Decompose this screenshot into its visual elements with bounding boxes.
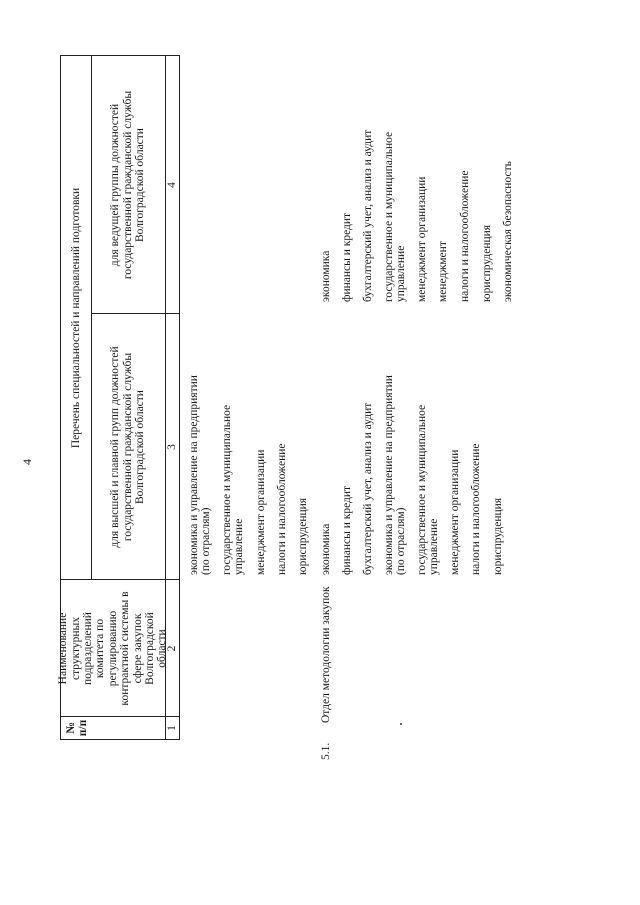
list-item: налоги и налогообложение	[470, 443, 482, 575]
list-item: менеджмент организации	[416, 176, 428, 302]
list-item: государственное и муниципальное управление	[383, 131, 408, 302]
column-number: 2	[165, 645, 178, 652]
column-number: 1	[165, 725, 178, 731]
scan-speck	[400, 723, 402, 725]
section-department-name: Отдел методологии закупок	[320, 586, 332, 723]
list-item: менеджмент организации	[255, 449, 267, 575]
header-col-group: Перечень специальностей и направлений подготовки	[69, 187, 82, 449]
list-item: налоги и налогообложение	[459, 170, 471, 302]
list-item: финансы и кредит	[341, 485, 353, 575]
list-item: финансы и кредит	[341, 212, 353, 302]
list-item: налоги и налогообложение	[276, 443, 288, 575]
column-number: 3	[165, 444, 178, 450]
list-item: экономика и управление на предприятии (по отраслям)	[188, 375, 213, 575]
list-item: юриспруденция	[492, 497, 504, 575]
list-item: бухгалтерский учет, анализ и аудит	[362, 129, 374, 302]
list-item: экономика	[320, 523, 332, 575]
header-col-department: Наименование структурных подразделений комитета по регулированию контрактной системы в сфере закупок Волгоградской области	[57, 591, 169, 706]
table-header	[57, 55, 180, 740]
list-item: менеджмент	[437, 241, 449, 302]
list-item: менеджмент организации	[449, 449, 461, 575]
list-item: экономика	[320, 250, 332, 302]
header-col-number: № п/п	[65, 719, 90, 737]
column-number: 4	[165, 182, 178, 188]
list-item: экономическая безопасность	[502, 161, 514, 302]
header-col-senior: для высшей и главной групп должностей государственной гражданской службы Волгоградской области	[109, 346, 147, 548]
list-item: бухгалтерский учет, анализ и аудит	[362, 402, 374, 575]
page-number: 4	[20, 459, 34, 465]
list-item: государственное и муниципальное управление	[221, 404, 246, 575]
list-item: государственное и муниципальное управление	[416, 404, 441, 575]
section-number: 5.1.	[320, 742, 332, 760]
list-item: юриспруденция	[481, 224, 493, 302]
list-item: экономика и управление на предприятии (по отраслям)	[383, 375, 408, 575]
list-item: юриспруденция	[297, 497, 309, 575]
header-col-leading: для ведущей группы должностей государственной гражданской службы Волгоградской области	[109, 90, 147, 280]
